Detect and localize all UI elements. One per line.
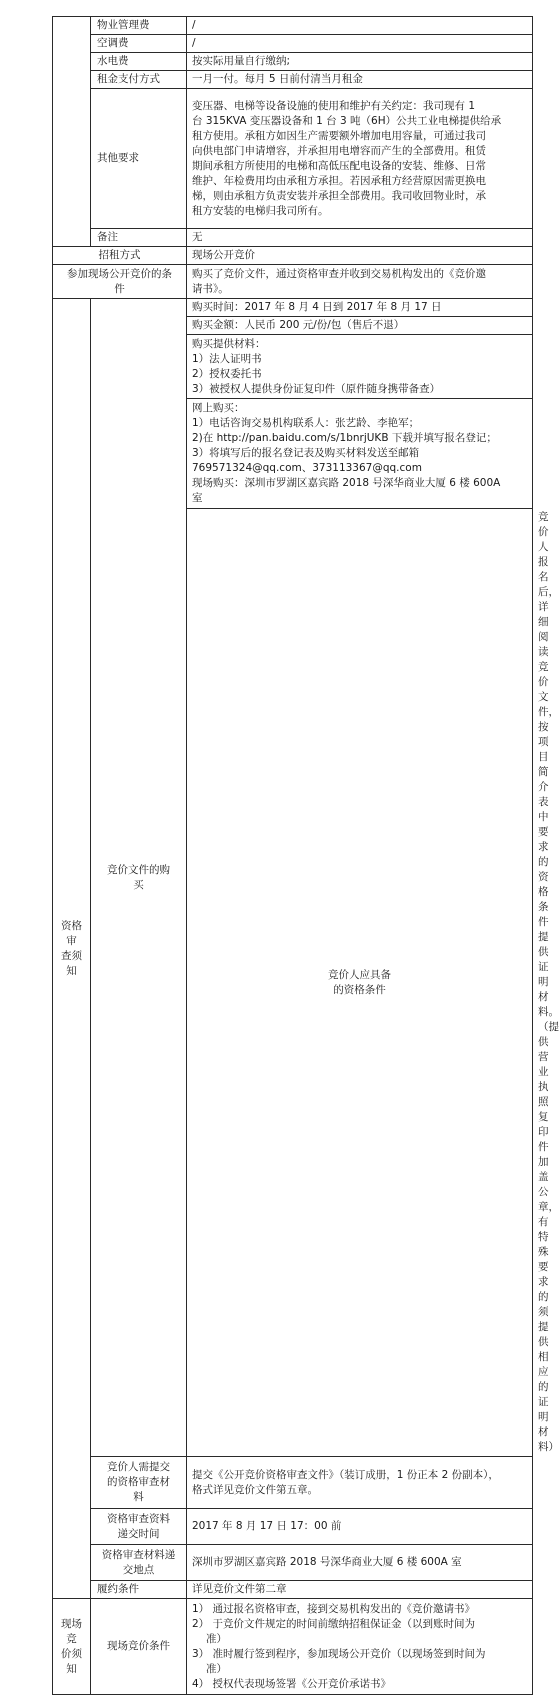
purchase-label	[91, 299, 187, 1457]
online-line: 1）电话咨询交易机构联系人：张艺龄、李艳军；	[192, 417, 420, 429]
documents-label	[91, 1457, 187, 1509]
auction-group-line: 价须知	[61, 1647, 82, 1675]
auction-line: 准）	[206, 1662, 227, 1675]
performance-label: 履约条件	[91, 1581, 187, 1599]
online-line: 2)在 http://pan.baidu.com/s/1bnrjUKB 下载并填写报名登记；	[192, 432, 497, 444]
materials-line: 购买提供材料：	[192, 337, 266, 350]
materials-line: 2）授权委托书	[192, 367, 262, 380]
documents-value	[187, 1457, 533, 1509]
purchase-label-line: 竞价文件的购	[107, 863, 170, 876]
ac-fee-label: 空调费	[91, 35, 187, 53]
documents-label-line: 的资格审查材	[107, 1476, 170, 1488]
other-line: 期间承租方所使用的电梯和高低压配电设备的安装、维修、日常	[192, 159, 486, 172]
requirements-label	[187, 509, 533, 1457]
remarks-value: 无	[187, 229, 533, 247]
auction-label: 现场竞价条件	[91, 1599, 187, 1695]
auction-line: 3） 准时履行签到程序，参加现场公开竞价（以现场签到时间为	[192, 1647, 486, 1660]
other-line: 租方安装的电梯归我司所有。	[192, 204, 329, 217]
purchase-materials	[187, 335, 533, 399]
performance-value: 详见竞价文件第二章	[187, 1581, 533, 1599]
deadline-label-line: 资格审查资料	[107, 1512, 170, 1525]
deadline-label	[91, 1509, 187, 1545]
qualification-group-line: 资格审	[61, 919, 82, 947]
auction-conditions	[187, 1599, 533, 1695]
deadline-value: 2017 年 8 月 17 日 17：00 前	[187, 1509, 533, 1545]
auction-group-label	[53, 1599, 91, 1695]
requirements-label-line: 竞价人应具备	[328, 968, 391, 981]
conditions-value	[187, 265, 533, 299]
auction-line: 4） 授权代表现场签署《公开竞价承诺书》	[192, 1677, 392, 1690]
conditions-label-line: 参加现场公开竞价的条	[67, 267, 172, 280]
online-line: 现场购买：深圳市罗湖区嘉宾路 2018 号深华商业大厦 6 楼 600A	[192, 477, 501, 489]
auction-group-line: 现场竞	[61, 1617, 82, 1645]
continued-group-cell	[53, 17, 91, 247]
location-value: 深圳市罗湖区嘉宾路 2018 号深华商业大厦 6 楼 600A 室	[187, 1545, 533, 1581]
property-fee-value: /	[187, 17, 533, 35]
other-line: 租方使用。承租方如因生产需要额外增加电用容量，可通过我司	[192, 129, 486, 142]
rent-payment-label: 租金支付方式	[91, 71, 187, 89]
other-line: 变压器、电梯等设备设施的使用和维护有关约定：我司现有 1	[192, 99, 476, 112]
qualification-group-label	[53, 299, 91, 1599]
purchase-amount: 购买金额：人民币 200 元/份/包（售后不退）	[187, 317, 533, 335]
purchase-label-line: 买	[133, 878, 144, 891]
documents-line: 格式详见竞价文件第五章。	[192, 1483, 318, 1496]
conditions-value-line: 请书》。	[192, 282, 229, 295]
property-fee-label: 物业管理费	[91, 17, 187, 35]
conditions-value-line: 购买了竞价文件，通过资格审查并收到交易机构发出的《竞价邀	[192, 267, 486, 280]
conditions-label	[53, 265, 187, 299]
rent-payment-value: 一月一付。每月 5 日前付清当月租金	[187, 71, 533, 89]
ac-fee-value: /	[187, 35, 533, 53]
method-label: 招租方式	[53, 247, 187, 265]
online-line: 3）将填写后的报名登记表及购买材料发送至邮箱	[192, 447, 420, 459]
online-line: 网上购买：	[192, 402, 245, 414]
qualification-group-line: 查须知	[61, 949, 82, 977]
documents-line: 提交《公开竞价资格审查文件》（装订成册，1 份正本 2 份副本），	[192, 1468, 499, 1481]
materials-line: 3）被授权人提供身份证复印件（原件随身携带备查）	[192, 382, 441, 395]
utilities-label: 水电费	[91, 53, 187, 71]
auction-line: 2） 于竞价文件规定的时间前缴纳招租保证金（以到账时间为	[192, 1617, 476, 1630]
materials-line: 1）法人证明书	[192, 352, 262, 365]
deadline-label-line: 递交时间	[117, 1527, 160, 1540]
other-requirements-value	[187, 89, 533, 229]
documents-label-line: 竞价人需提交	[107, 1461, 170, 1473]
other-line: 台 315KVA 变压器设备和 1 台 3 吨（6H）公共工业电梯提供给承	[192, 114, 502, 127]
other-line: 梯，则由承租方负责安装并承担全部费用。我司收回物业时，承	[192, 189, 486, 202]
requirements-label-line: 的资格条件	[333, 983, 386, 996]
lease-terms-table: 物业管理费 / 空调费 / 水电费 按实际用量自行缴纳; 租金支付方式 一月一付。每月 5 日前付清当月租金 其他要求 变压器、电梯等设备设施的使用和维护有关约定：我司现有 1 台 315KVA 变压器设备和 1 台 3 吨（6H）公共工业电梯提供给承 租方使用。承租方如因生产需要额外增加电用容量，可通过我司 向供电部门申请增容，并承担用电增容而产生的全部费用。租赁 期间承租方所使用的电梯和高低压配电设备的安装、维修、日常 维护、年检费用均由承租方承担。若因承租方经营原因需更换电 梯，则由承租方负责安装并承担全部费用。我司收回物业时，承 租方安装的电梯归我司所有。 备注 无 招租方式 现场公开竞价 参加现场公开竞价的条 件 购买了竞价文件，通过资格审查并收到交易机构发出的《竞价邀 请书》。 资格审 查须知 竞价文件的购 买 购买时间：2017 年 8 月 4 日到 2017 年 8 月 17 日 购买金额：人民币 200 元/份/包（售后不退） 购买提供材料： 1）法人证明书 2）授权委托书 3）被授权人提供身份证复印件（原件随身携带备查） 网上购买： 1）电话咨询交易机构联系人：张艺龄、李艳军； 2)在 http://pan.baidu.com/s/1bnrjUKB 下载并填写报名登记； 3）将填写后的报名登记表及购买材料发送至邮箱 769571324@qq.com、373113367@qq.com 现场购买：深圳市罗湖区嘉宾路 2018 号深华商业大厦 6 楼 600A 室 竞价人应具备 的资格条件 竞价人报名后，详细阅读竞价文件，按项目简介表中要求的资格 条件提供证明材料。（提供营业执照复印件加盖公章，有特殊要 求的须提供相应的证明材料） 竞价人需提交 的资格审查材 料 提交《公开竞价资格审查文件》（装订成册，1 份正本 2 份副本）， 格式详见竞价文件第五章。 资格审查资料 递交时间 2017 年 8 月 17 日 17：00 前 资格审查材料递 交地点 深圳市罗湖区嘉宾路 2018 号深华商业大厦 6 楼 600A 室 履约条件 详见竞价文件第二章 现场竞 价须知 现场竞价条件 1） 通过报名资格审查，接到交易机构发出的《竞价邀请书》 2） 于竞价文件规定的时间前缴纳招租保证金（以到账时间为 准） 3） 准时履行签到程序，参加现场公开竞价（以现场签到时间为 准） 4） 授权代表现场签署《公开竞价承诺书》	[52, 16, 533, 1695]
auction-line: 1） 通过报名资格审查，接到交易机构发出的《竞价邀请书》	[192, 1602, 476, 1615]
utilities-value: 按实际用量自行缴纳;	[187, 53, 533, 71]
location-label-line: 交地点	[122, 1563, 155, 1576]
location-label-line: 资格审查材料递	[101, 1548, 176, 1561]
remarks-label: 备注	[91, 229, 187, 247]
other-requirements-label: 其他要求	[91, 89, 187, 229]
method-value: 现场公开竞价	[187, 247, 533, 265]
auction-line: 准）	[206, 1632, 227, 1645]
online-line: 769571324@qq.com、373113367@qq.com	[192, 462, 422, 474]
other-line: 向供电部门申请增容，并承担用电增容而产生的全部费用。租赁	[192, 144, 486, 157]
location-label	[91, 1545, 187, 1581]
other-line: 维护、年检费用均由承租方承担。若因承租方经营原因需更换电	[192, 174, 486, 187]
documents-label-line: 料	[133, 1491, 144, 1503]
conditions-label-line: 件	[114, 282, 125, 295]
online-line: 室	[192, 492, 203, 504]
purchase-time: 购买时间：2017 年 8 月 4 日到 2017 年 8 月 17 日	[187, 299, 533, 317]
purchase-online	[187, 399, 533, 509]
